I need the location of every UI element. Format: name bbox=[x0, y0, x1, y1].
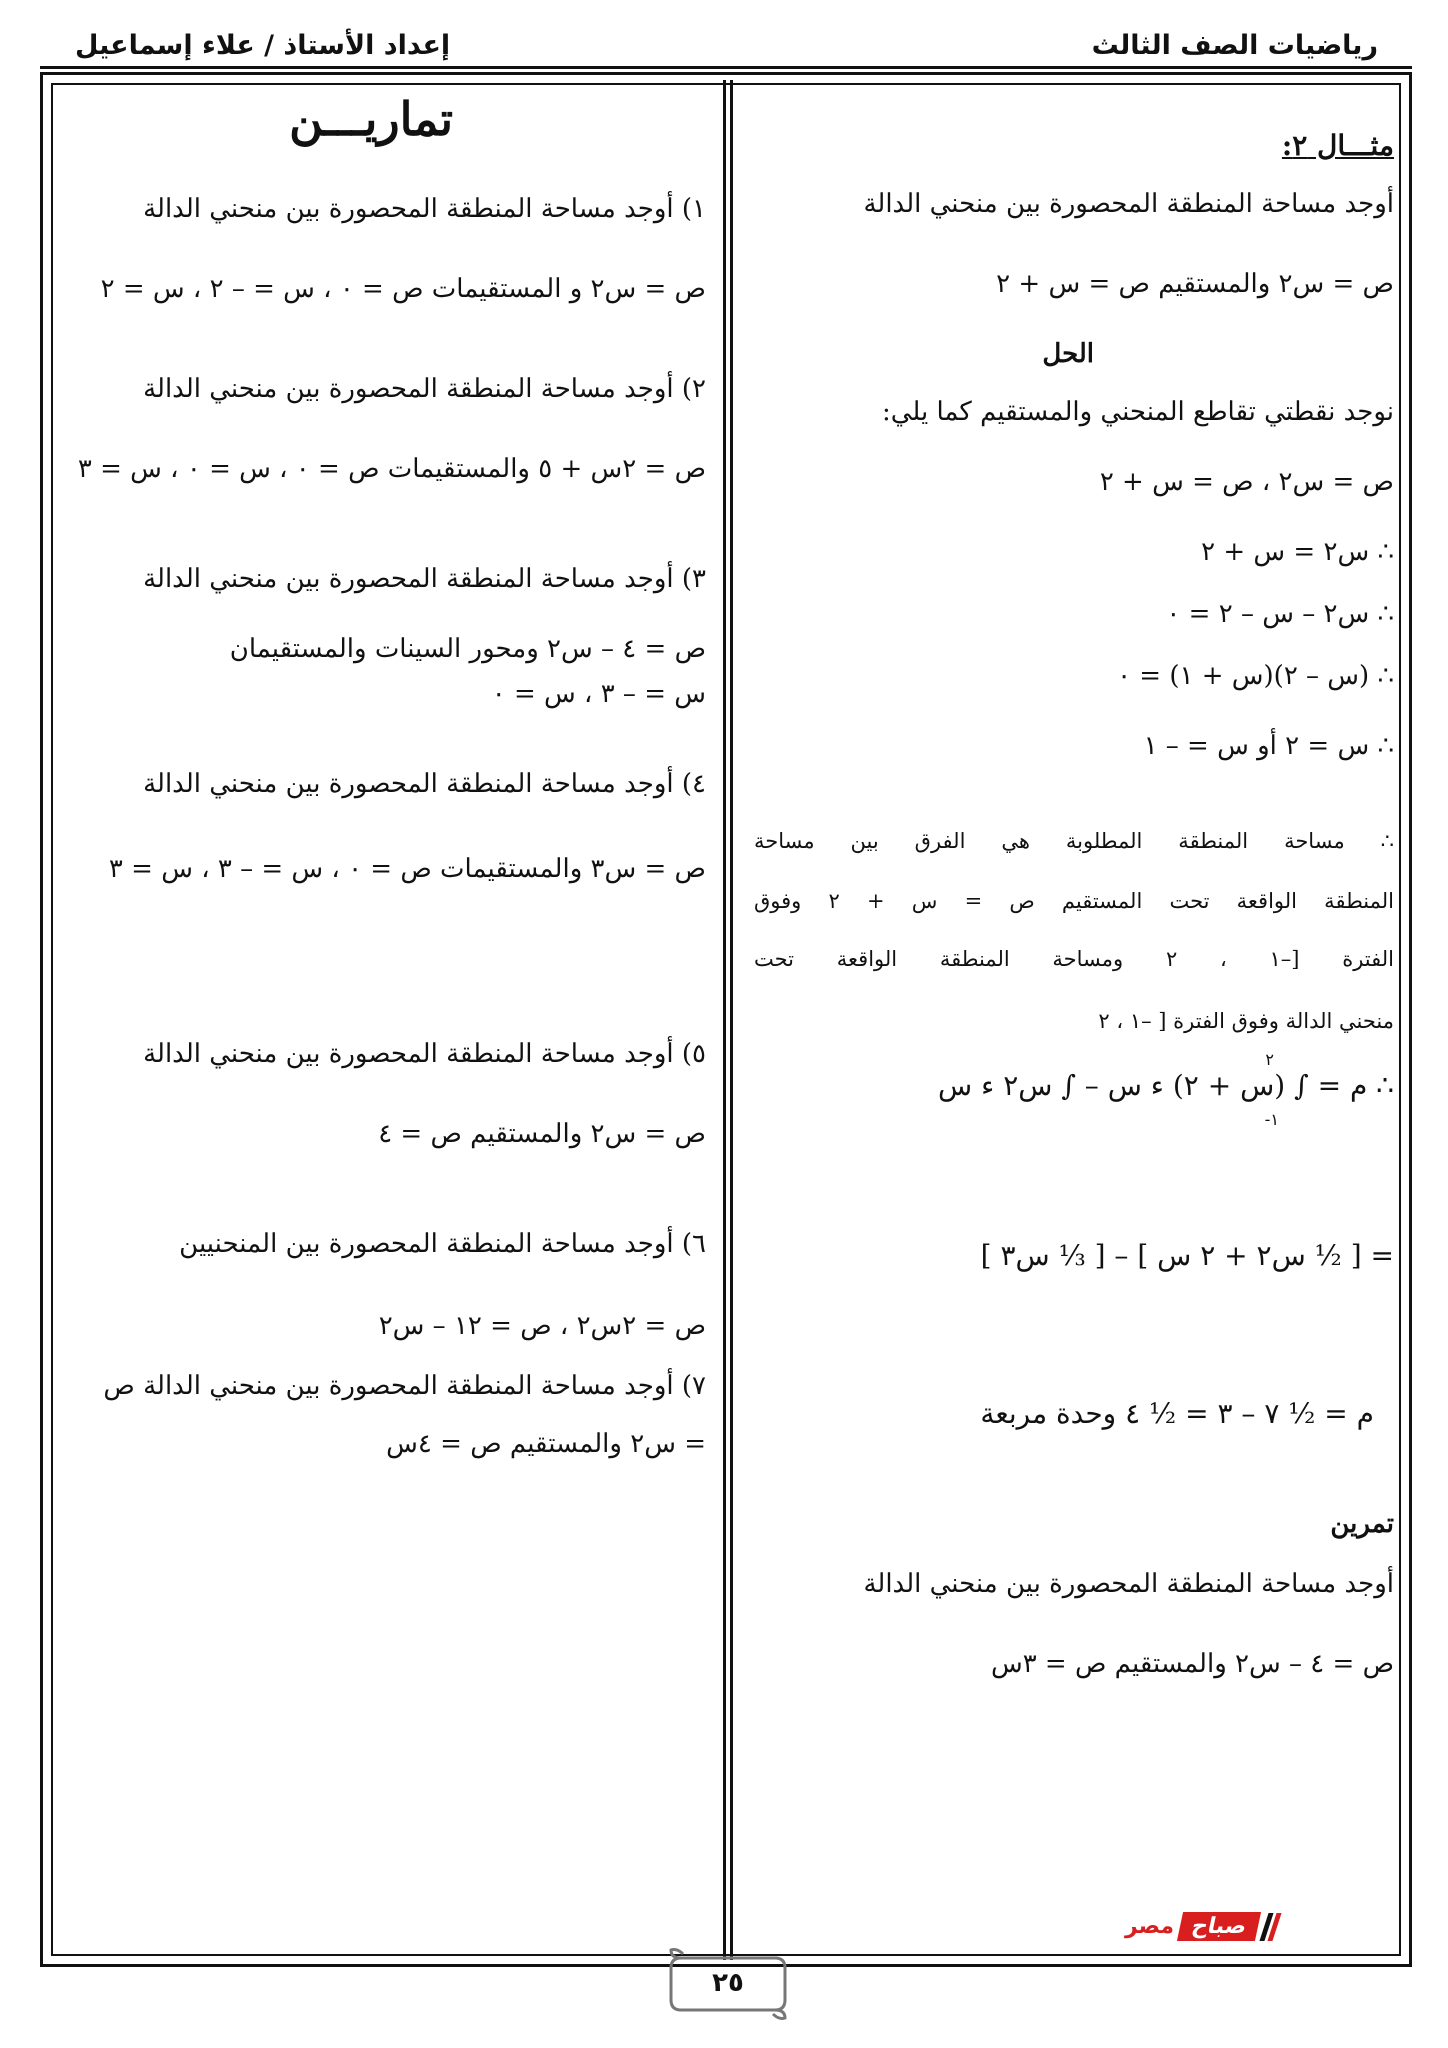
solution-paragraph-1: ∴ مساحة المنطقة المطلوبة هي الفرق بين مساحة bbox=[754, 829, 1394, 853]
integral-upper-limit: ٢ bbox=[1265, 1050, 1274, 1069]
solution-step-4: ∴ س٢ – س – ٢ = ٠ bbox=[1166, 599, 1394, 629]
logo-text-secondary: مصر bbox=[1125, 1914, 1174, 1939]
example-title: مثـــال ٢: bbox=[1281, 129, 1394, 162]
exercise-5-question: ٥) أوجد مساحة المنطقة المحصورة بين منحني الدالة bbox=[143, 1039, 706, 1069]
page-number-scroll bbox=[663, 1948, 793, 2020]
exercise-small-q1: أوجد مساحة المنطقة المحصورة بين منحني الدالة bbox=[863, 1569, 1394, 1599]
publisher-logo bbox=[1125, 1912, 1277, 1941]
example-question-line2: ص = س٢ والمستقيم ص = س + ٢ bbox=[996, 269, 1394, 299]
exercise-4-question: ٤) أوجد مساحة المنطقة المحصورة بين منحني الدالة bbox=[143, 769, 706, 799]
header-subject: رياضيات الصف الثالث bbox=[1091, 30, 1378, 61]
exercise-3-bounds: س = – ٣ ، س = ٠ bbox=[491, 679, 706, 709]
exercise-7-question: ٧) أوجد مساحة المنطقة المحصورة بين منحني الدالة ص bbox=[103, 1371, 706, 1401]
solution-paragraph-2: المنطقة الواقعة تحت المستقيم ص = س + ٢ وفوق bbox=[754, 889, 1395, 913]
logo-text-primary: صباح bbox=[1177, 1912, 1262, 1941]
solution-step-5: ∴ (س – ٢)(س + ١) = ٠ bbox=[1117, 661, 1394, 691]
exercise-small-q2: ص = ٤ – س٢ والمستقيم ص = ٣س bbox=[990, 1649, 1394, 1679]
example-column bbox=[754, 88, 1394, 1948]
solution-label: الحل bbox=[1042, 339, 1094, 369]
logo-bars-icon bbox=[1264, 1913, 1277, 1941]
exercise-7-equation: = س٢ والمستقيم ص = ٤س bbox=[386, 1429, 706, 1459]
header-author: إعداد الأستاذ / علاء إسماعيل bbox=[75, 30, 451, 61]
solution-step-1: نوجد نقطتي تقاطع المنحني والمستقيم كما يلي: bbox=[881, 397, 1394, 427]
evaluation-expression: = [ ½ س٢ + ٢ س ] – [ ⅓ س٣ ] bbox=[980, 1239, 1394, 1272]
exercise-6-equation: ص = ٢س٢ ، ص = ١٢ – س٢ bbox=[378, 1311, 706, 1341]
exercise-3-question: ٣) أوجد مساحة المنطقة المحصورة بين منحني الدالة bbox=[143, 564, 706, 594]
exercises-title: تماريـــن bbox=[289, 92, 453, 146]
integral-expression: ∴ م = ∫ (س + ٢) ء س – ∫ س٢ ء س bbox=[938, 1069, 1394, 1102]
solution-step-3: ∴ س٢ = س + ٢ bbox=[1201, 537, 1394, 567]
exercise-6-question: ٦) أوجد مساحة المنطقة المحصورة بين المنحنيين bbox=[179, 1229, 706, 1259]
exercise-2-question: ٢) أوجد مساحة المنطقة المحصورة بين منحني الدالة bbox=[143, 374, 706, 404]
exercises-column bbox=[58, 88, 718, 1948]
example-question-line1: أوجد مساحة المنطقة المحصورة بين منحني الدالة bbox=[863, 189, 1394, 219]
exercise-3-equation: ص = ٤ – س٢ ومحور السينات والمستقيمان bbox=[229, 634, 706, 664]
solution-step-6: ∴ س = ٢ أو س = – ١ bbox=[1143, 731, 1394, 761]
exercise-small-title: تمرين bbox=[1330, 1509, 1394, 1539]
integral-lower-limit: ١- bbox=[1264, 1110, 1279, 1129]
solution-paragraph-4: منحني الدالة وفوق الفترة [ –١ ، ٢ bbox=[1098, 1009, 1394, 1033]
page-number: ٢٥ bbox=[712, 1968, 744, 1998]
exercise-1-question: ١) أوجد مساحة المنطقة المحصورة بين منحني الدالة bbox=[143, 194, 706, 224]
solution-step-2: ص = س٢ ، ص = س + ٢ bbox=[1099, 467, 1394, 497]
result-line: م = ½ ٧ – ٣ = ½ ٤ وحدة مربعة bbox=[980, 1397, 1374, 1430]
solution-paragraph-3: الفترة [–١ ، ٢ ومساحة المنطقة الواقعة تحت bbox=[754, 947, 1395, 971]
column-divider bbox=[723, 80, 733, 1960]
exercise-4-equation: ص = س٣ والمستقيمات ص = ٠ ، س = – ٣ ، س = ٣ bbox=[108, 854, 706, 884]
exercise-5-equation: ص = س٢ والمستقيم ص = ٤ bbox=[378, 1119, 706, 1149]
exercise-1-equation: ص = س٢ و المستقيمات ص = ٠ ، س = – ٢ ، س = ٢ bbox=[100, 274, 706, 304]
exercise-2-equation: ص = ٢س + ٥ والمستقيمات ص = ٠ ، س = ٠ ، س = ٣ bbox=[77, 454, 706, 484]
header-rule bbox=[40, 66, 1412, 69]
